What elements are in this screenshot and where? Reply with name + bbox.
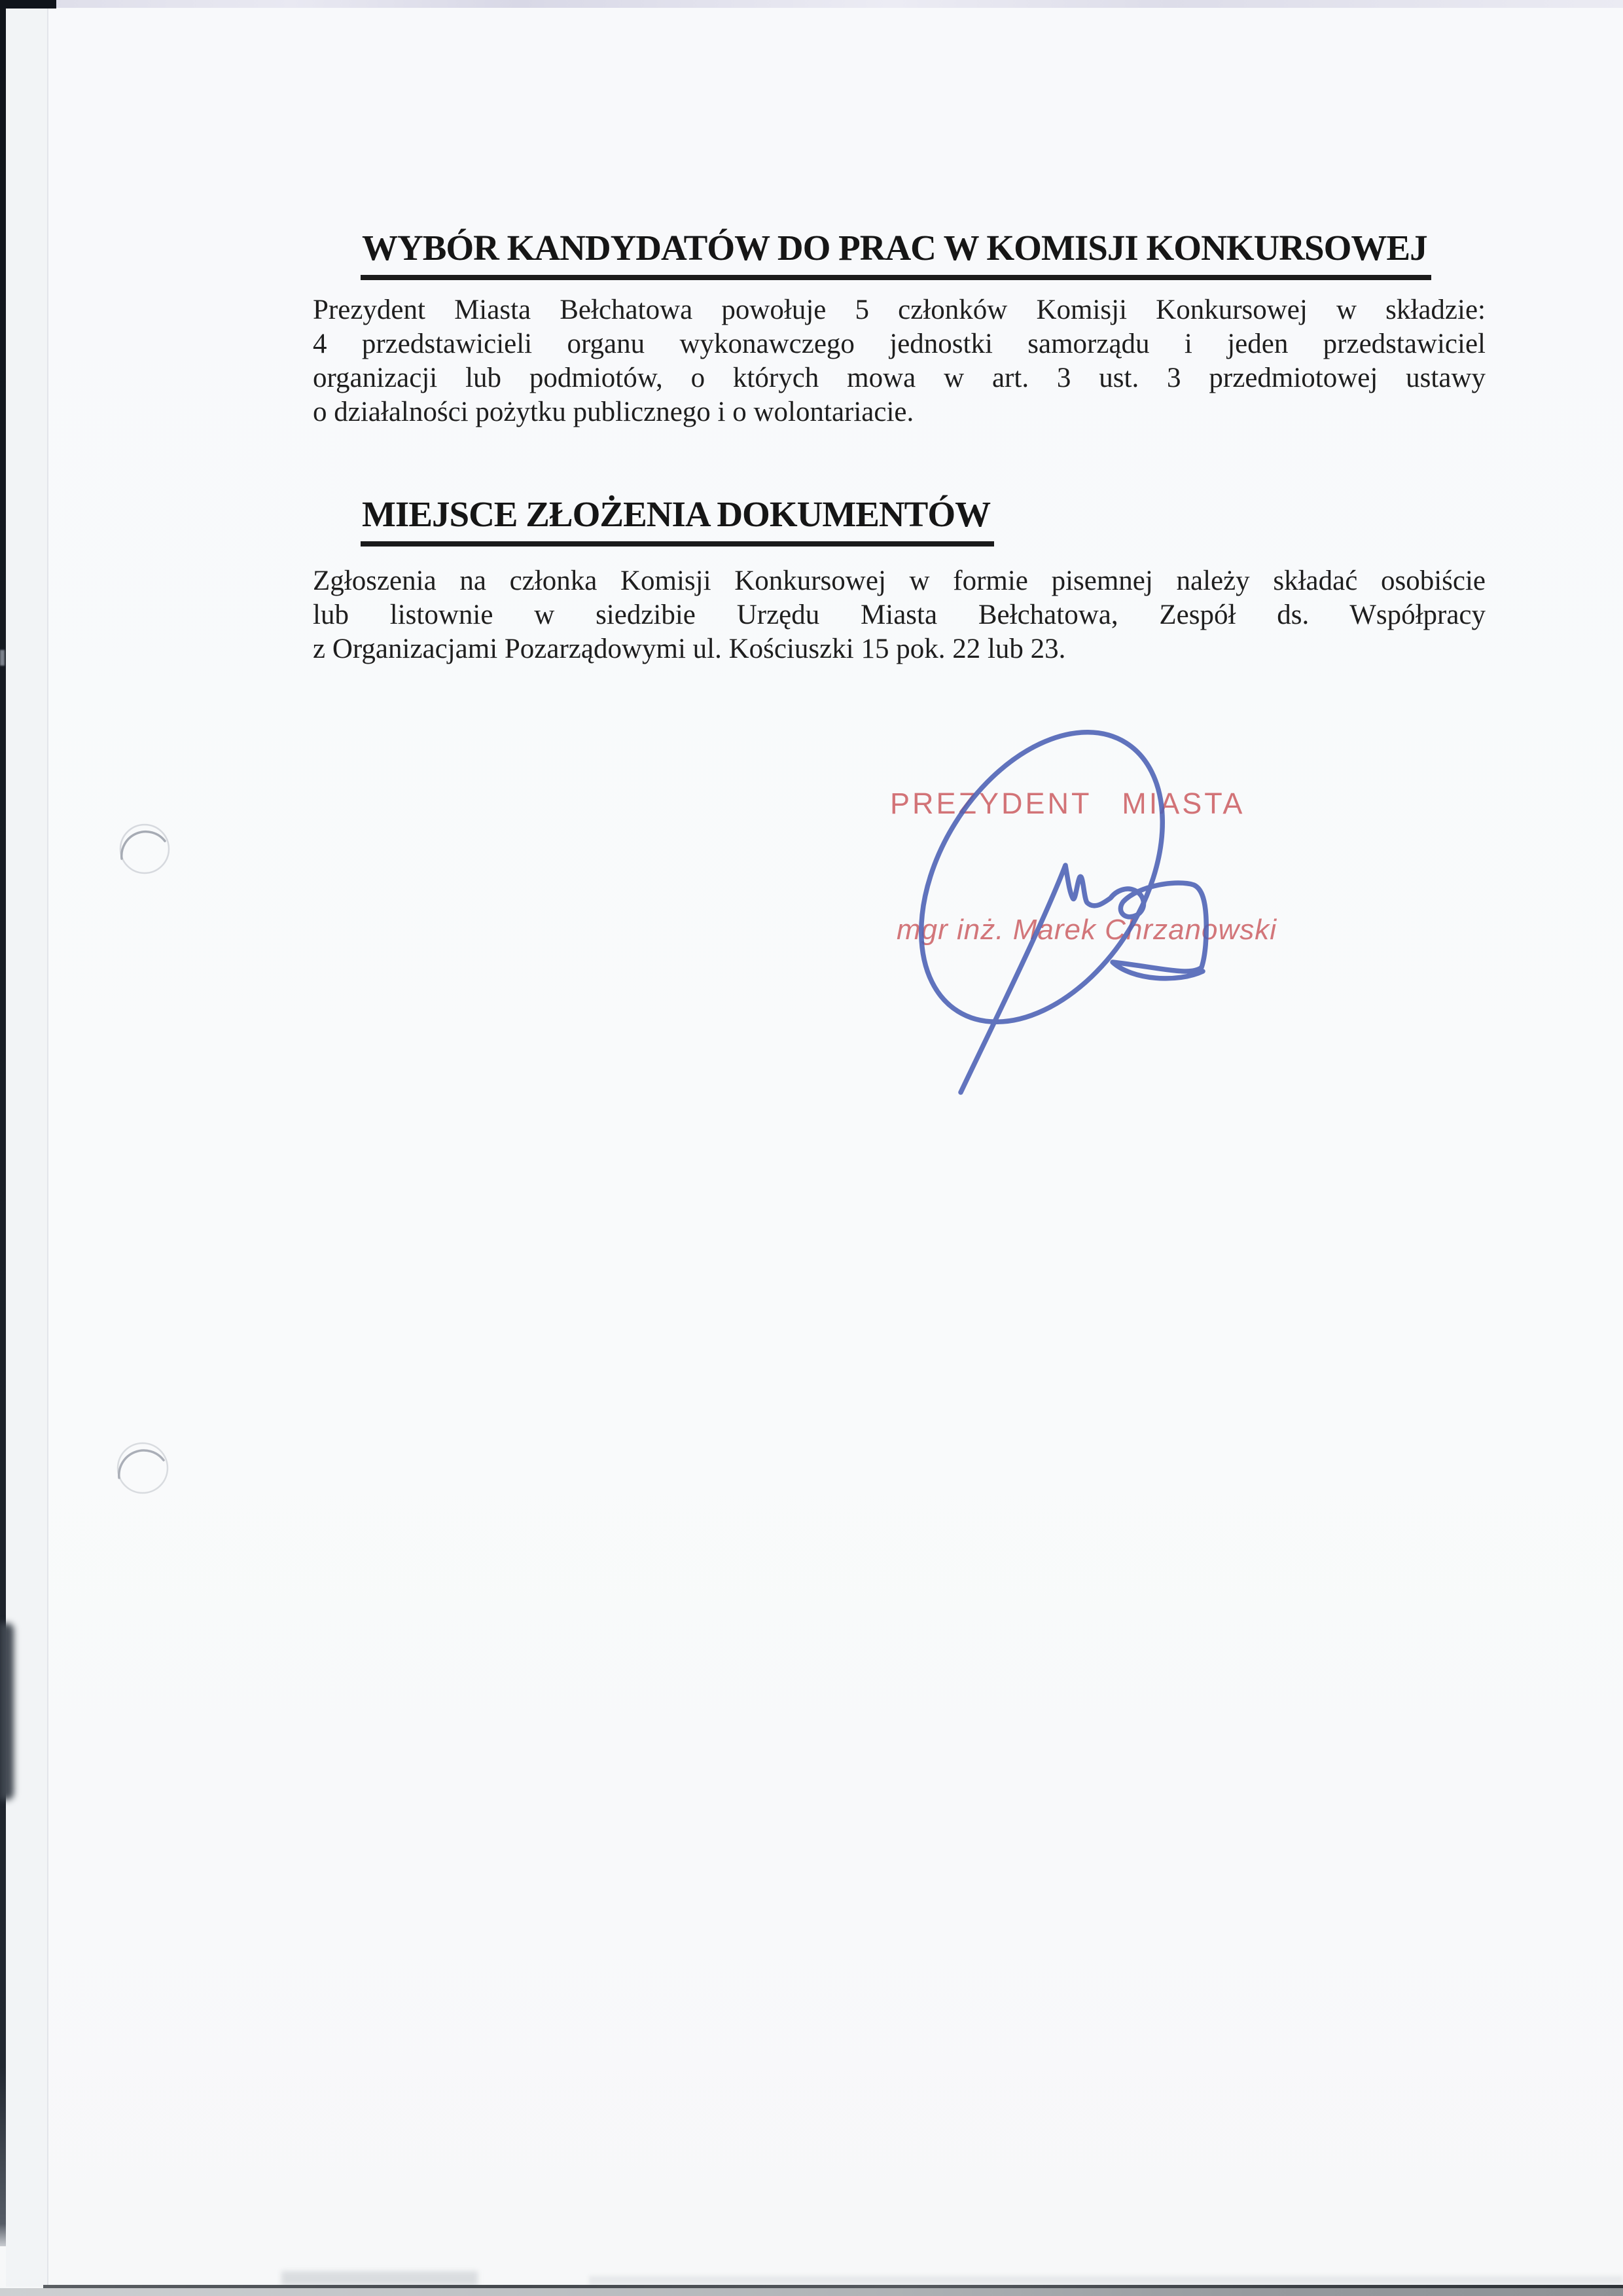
signature-flourish-stroke [961, 865, 1206, 1092]
punch-hole-mark-top [120, 825, 169, 873]
stamp-signer-name-text: mgr inż. Marek Chrzanowski [897, 914, 1277, 946]
document-title-heading: WYBÓR KANDYDATÓW DO PRAC W KOMISJI KONKURSOWEJ [361, 227, 1431, 280]
scan-edge-bottom-shadow [589, 2276, 1623, 2285]
paragraph-line: Prezydent Miasta Bełchatowa powołuje 5 członków Komisji Konkursowej w składzie: [313, 295, 1486, 325]
scan-edge-bottom-smudge [281, 2271, 478, 2286]
stamp-title-text: PREZYDENT MIASTA [890, 787, 1245, 820]
paragraph-line: lub listownie w siedzibie Urzędu Miasta Bełchatowa, Zespół ds. Współpracy [313, 600, 1486, 630]
handwritten-signature [871, 689, 1212, 1092]
punch-hole-mark-bottom [118, 1443, 168, 1493]
paragraph-line: z Organizacjami Pozarządowymi ul. Kościuszki 15 pok. 22 lub 23. [313, 634, 1066, 664]
paragraph-line: organizacji lub podmiotów, o których mowa w art. 3 ust. 3 przedmiotowej ustawy [313, 363, 1486, 393]
section-heading-submission-place: MIEJSCE ZŁOŻENIA DOKUMENTÓW [361, 493, 994, 547]
paragraph-line: Zgłoszenia na członka Komisji Konkursowej w formie pisemnej należy składać osobiście [313, 565, 1486, 596]
signature-ellipse-loop [871, 689, 1212, 1066]
paragraph-line: 4 przedstawicieli organu wykonawczego jednostki samorządu i jeden przedstawiciel [313, 329, 1486, 359]
paragraph-line: o działalności pożytku publicznego i o wolontariacie. [313, 397, 914, 427]
scan-edge-bottom-band [0, 2288, 1623, 2296]
